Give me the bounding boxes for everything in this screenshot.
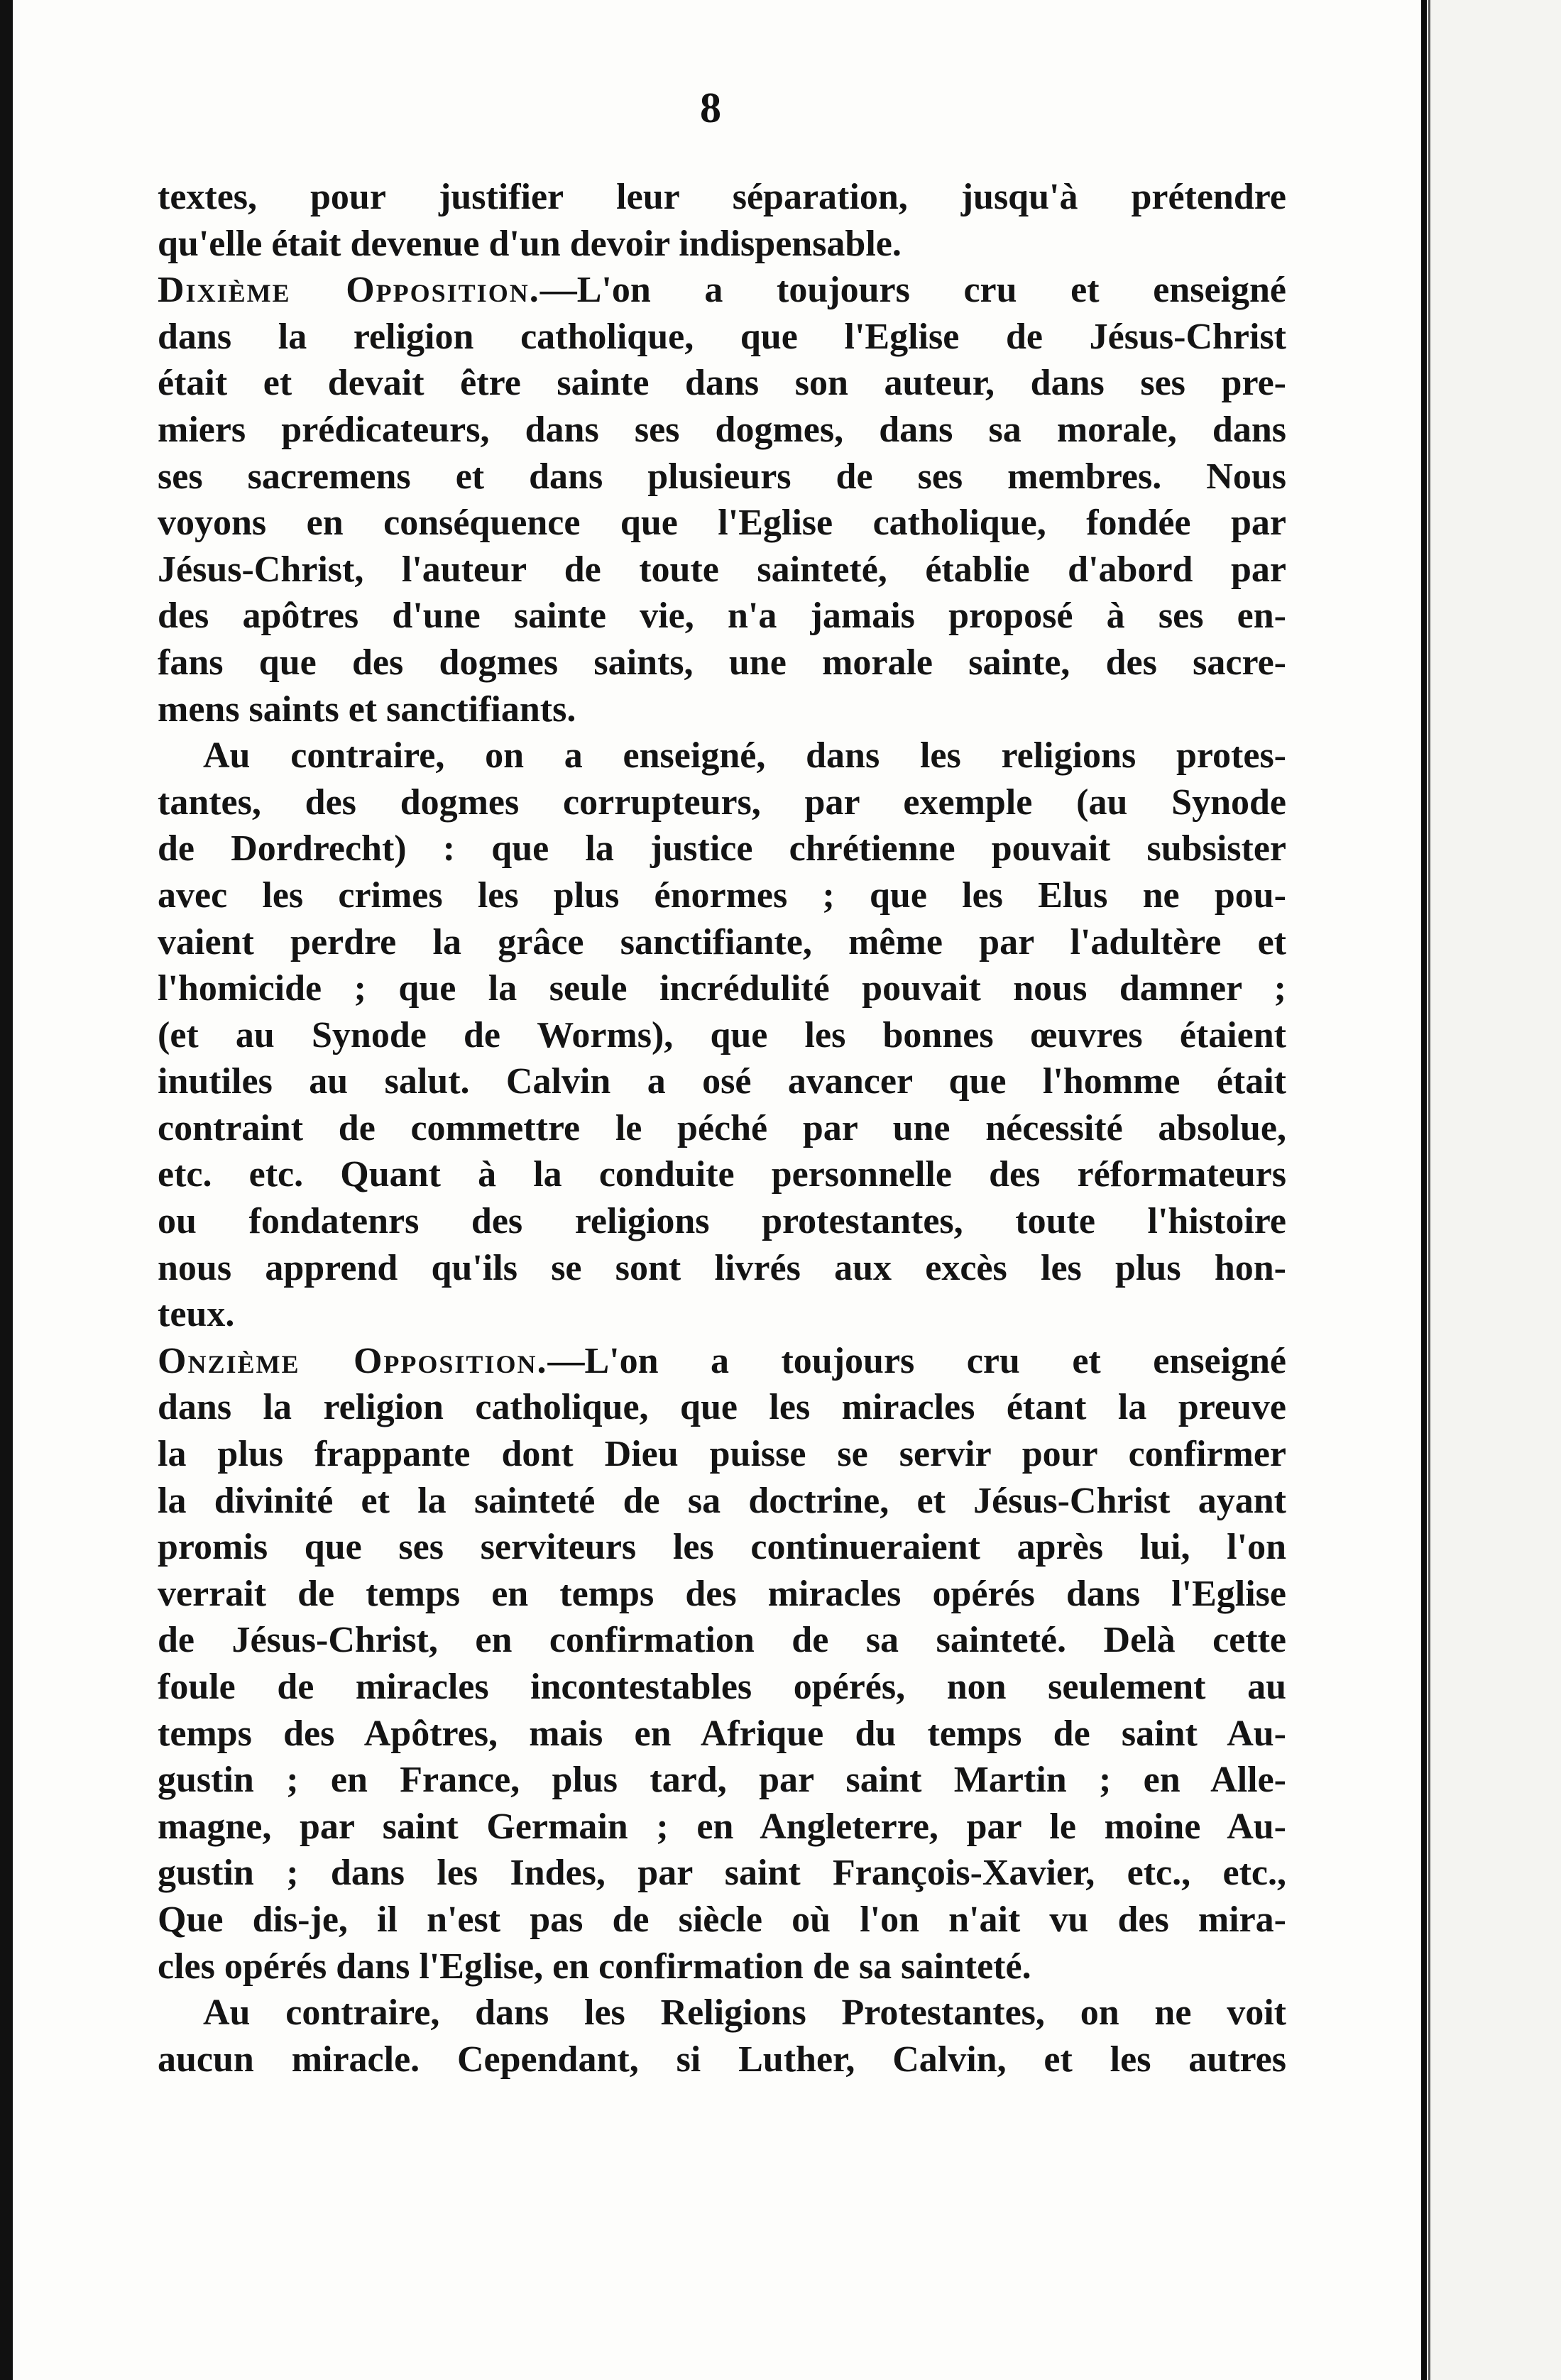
text-line bbox=[158, 1897, 1286, 1943]
text-line bbox=[158, 640, 1286, 686]
gutter-line bbox=[1428, 0, 1430, 2380]
text-line bbox=[158, 686, 1286, 733]
line-text: avec les crimes les plus énormes ; que les Elus ne pou- bbox=[158, 874, 1286, 916]
text-line bbox=[158, 1804, 1286, 1850]
text-line bbox=[158, 360, 1286, 407]
text-line bbox=[158, 2036, 1286, 2083]
line-text: nous apprend qu'ils se sont livrés aux excès les plus hon- bbox=[158, 1247, 1286, 1288]
text-line bbox=[158, 221, 1286, 268]
line-text: —L'on a toujours cru et enseigné bbox=[539, 270, 1286, 311]
text-line bbox=[158, 593, 1286, 640]
line-text: Au contraire, dans les Religions Protestantes, on ne voit bbox=[203, 1992, 1286, 2034]
line-text: contraint de commettre le péché par une nécessité absolue, bbox=[158, 1107, 1286, 1148]
text-line bbox=[158, 965, 1286, 1012]
line-text: etc. etc. Quant à la conduite personnelle des réformateurs bbox=[158, 1154, 1286, 1195]
line-text: magne, par saint Germain ; en Angleterre, par le moine Au- bbox=[158, 1806, 1286, 1847]
line-text: Jésus-Christ, l'auteur de toute sainteté, établie d'abord par bbox=[158, 549, 1286, 590]
line-text: dans la religion catholique, que l'Eglise de Jésus-Christ bbox=[158, 316, 1286, 357]
text-line bbox=[158, 454, 1286, 500]
text-line bbox=[158, 500, 1286, 547]
line-text: aucun miracle. Cependant, si Luther, Calvin, et les autres bbox=[158, 2039, 1286, 2080]
line-text: la plus frappante dont Dieu puisse se servir pour confirmer bbox=[158, 1434, 1286, 1475]
text-line bbox=[158, 1198, 1286, 1245]
line-text: promis que ses serviteurs les continueraient après lui, l'on bbox=[158, 1527, 1286, 1568]
line-text: ou fondatenrs des religions protestantes, toute l'histoire bbox=[158, 1201, 1286, 1242]
page-number: 8 bbox=[700, 84, 721, 131]
line-text: de Dordrecht) : que la justice chrétienne pouvait subsister bbox=[158, 828, 1286, 870]
text-line bbox=[158, 1478, 1286, 1525]
right-page-margin bbox=[1421, 0, 1561, 2380]
line-text: —L'on a toujours cru et enseigné bbox=[547, 1340, 1286, 1381]
text-line bbox=[158, 267, 1286, 314]
line-text: teux. bbox=[158, 1294, 235, 1335]
text-line bbox=[158, 1617, 1286, 1664]
text-line bbox=[158, 407, 1286, 454]
line-text: gustin ; en France, plus tard, par saint Martin ; en Alle- bbox=[158, 1760, 1286, 1801]
section-heading: Onzième Opposition. bbox=[158, 1340, 548, 1381]
line-text: dans la religion catholique, que les miracles étant la preuve bbox=[158, 1387, 1286, 1428]
text-line bbox=[158, 733, 1286, 779]
text-line bbox=[158, 547, 1286, 593]
text-line bbox=[158, 1571, 1286, 1618]
line-text: la divinité et la sainteté de sa doctrine, et Jésus-Christ ayant bbox=[158, 1480, 1286, 1521]
text-line bbox=[158, 1245, 1286, 1292]
text-line bbox=[158, 1058, 1286, 1105]
line-text: Que dis-je, il n'est pas de siècle où l'on n'ait vu des mira- bbox=[158, 1899, 1286, 1940]
text-line bbox=[158, 1012, 1286, 1059]
body-text bbox=[158, 174, 1286, 2083]
text-line bbox=[158, 1291, 1286, 1338]
text-line bbox=[158, 826, 1286, 872]
line-text: des apôtres d'une sainte vie, n'a jamais proposé à ses en- bbox=[158, 596, 1286, 637]
line-text: mens saints et sanctifiants. bbox=[158, 689, 576, 730]
paragraph bbox=[158, 174, 1286, 267]
text-line bbox=[158, 919, 1286, 966]
text-line bbox=[158, 314, 1286, 361]
line-text: (et au Synode de Worms), que les bonnes œuvres étaient bbox=[158, 1014, 1286, 1055]
line-text: ses sacremens et dans plusieurs de ses membres. Nous bbox=[158, 456, 1286, 497]
text-line bbox=[158, 1384, 1286, 1431]
left-page-edge bbox=[0, 0, 13, 2380]
text-line bbox=[158, 174, 1286, 221]
paragraph bbox=[158, 1338, 1286, 1990]
text-line bbox=[158, 779, 1286, 826]
line-text: inutiles au salut. Calvin a osé avancer que l'homme était bbox=[158, 1061, 1286, 1102]
line-text: cles opérés dans l'Eglise, en confirmation de sa sainteté. bbox=[158, 1946, 1031, 1987]
line-text: était et devait être sainte dans son auteur, dans ses pre- bbox=[158, 363, 1286, 404]
text-line bbox=[158, 1757, 1286, 1804]
line-text: gustin ; dans les Indes, par saint François-Xavier, etc., etc., bbox=[158, 1853, 1286, 1894]
line-text: temps des Apôtres, mais en Afrique du temps de saint Au- bbox=[158, 1713, 1286, 1754]
line-text: Au contraire, on a enseigné, dans les religions protes- bbox=[203, 735, 1286, 777]
text-line bbox=[158, 1850, 1286, 1897]
line-text: verrait de temps en temps des miracles opérés dans l'Eglise bbox=[158, 1573, 1286, 1614]
text-line bbox=[158, 1524, 1286, 1571]
paragraph bbox=[158, 267, 1286, 733]
line-text: foule de miracles incontestables opérés, non seulement au bbox=[158, 1667, 1286, 1707]
text-line bbox=[158, 872, 1286, 919]
line-text: fans que des dogmes saints, une morale sainte, des sacre- bbox=[158, 642, 1286, 683]
line-text: miers prédicateurs, dans ses dogmes, dans sa morale, dans bbox=[158, 409, 1286, 450]
text-line bbox=[158, 1431, 1286, 1478]
text-line bbox=[158, 1943, 1286, 1990]
line-text: textes, pour justifier leur séparation, jusqu'à prétendre bbox=[158, 177, 1286, 217]
text-line bbox=[158, 1990, 1286, 2036]
text-line bbox=[158, 1664, 1286, 1711]
text-line bbox=[158, 1151, 1286, 1198]
line-text: vaient perdre la grâce sanctifiante, même par l'adultère et bbox=[158, 921, 1286, 963]
text-line bbox=[158, 1105, 1286, 1152]
line-text: tantes, des dogmes corrupteurs, par exemple (au Synode bbox=[158, 782, 1286, 823]
line-text: l'homicide ; que la seule incrédulité pouvait nous damner ; bbox=[158, 968, 1286, 1009]
paragraph bbox=[158, 1990, 1286, 2083]
section-heading: Dixième Opposition. bbox=[158, 270, 540, 311]
paragraph bbox=[158, 733, 1286, 1338]
line-text: voyons en conséquence que l'Eglise catholique, fondée par bbox=[158, 503, 1286, 544]
line-text: de Jésus-Christ, en confirmation de sa sainteté. Delà cette bbox=[158, 1620, 1286, 1661]
line-text: qu'elle était devenue d'un devoir indispensable. bbox=[158, 223, 902, 264]
text-line bbox=[158, 1338, 1286, 1385]
text-line bbox=[158, 1711, 1286, 1757]
